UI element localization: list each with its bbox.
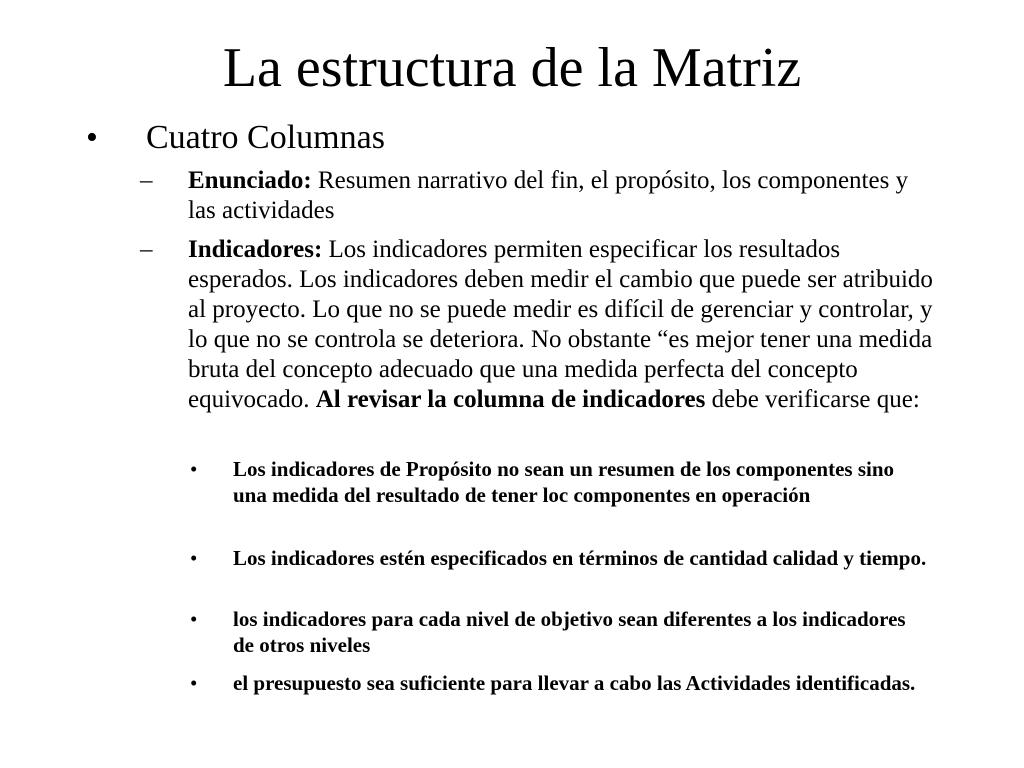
bullet-icon: • xyxy=(190,546,198,570)
check-item-text: Los indicadores estén especificados en términos de cantidad calidad y tiempo. xyxy=(233,546,927,570)
list-item-body xyxy=(188,166,940,226)
item-text: Resumen narrativo del fin, el propósito, los componentes y las actividades xyxy=(188,167,909,224)
bullet-icon: • xyxy=(86,119,98,156)
bullet-icon: • xyxy=(190,457,198,481)
dash-icon: – xyxy=(140,236,153,263)
section-label: Cuatro Columnas xyxy=(146,119,385,156)
check-item xyxy=(190,545,930,571)
check-item-text: Los indicadores de Propósito no sean un resumen de los componentes sino una medida del resultado de tener loc componentes en operación xyxy=(233,457,895,507)
dash-icon: – xyxy=(140,167,153,194)
item-emphasis: Al revisar la columna de indicadores xyxy=(315,386,706,413)
check-item xyxy=(190,670,930,696)
item-term: Enunciado: xyxy=(188,167,312,194)
check-item xyxy=(190,456,930,508)
item-tail: debe verificarse que: xyxy=(705,386,920,413)
slide-title: La estructura de la Matriz xyxy=(222,37,802,99)
item-text: Los indicadores permiten especificar los resultados esperados. Los indicadores deben medir el cambio que puede ser atribuido al proyecto. Lo que no se puede medir es difícil de gerenciar y controlar, y lo que no se controla se deteriora. No obstante “es mejor tener una medida bruta del concepto adecuado que una medida perfecta del concepto equivocado. xyxy=(188,236,933,413)
check-item-text: los indicadores para cada nivel de objetivo sean diferentes a los indicadores de otros niveles xyxy=(233,607,906,657)
item-term: Indicadores: xyxy=(188,236,323,263)
check-item xyxy=(190,606,930,658)
list-item-enunciado xyxy=(140,166,940,226)
list-item-indicadores xyxy=(140,235,940,415)
list-item-body xyxy=(188,235,940,415)
check-item-text: el presupuesto sea suficiente para llevar a cabo las Actividades identificadas. xyxy=(233,671,916,695)
bullet-icon: • xyxy=(190,671,198,695)
bullet-icon: • xyxy=(190,607,198,631)
